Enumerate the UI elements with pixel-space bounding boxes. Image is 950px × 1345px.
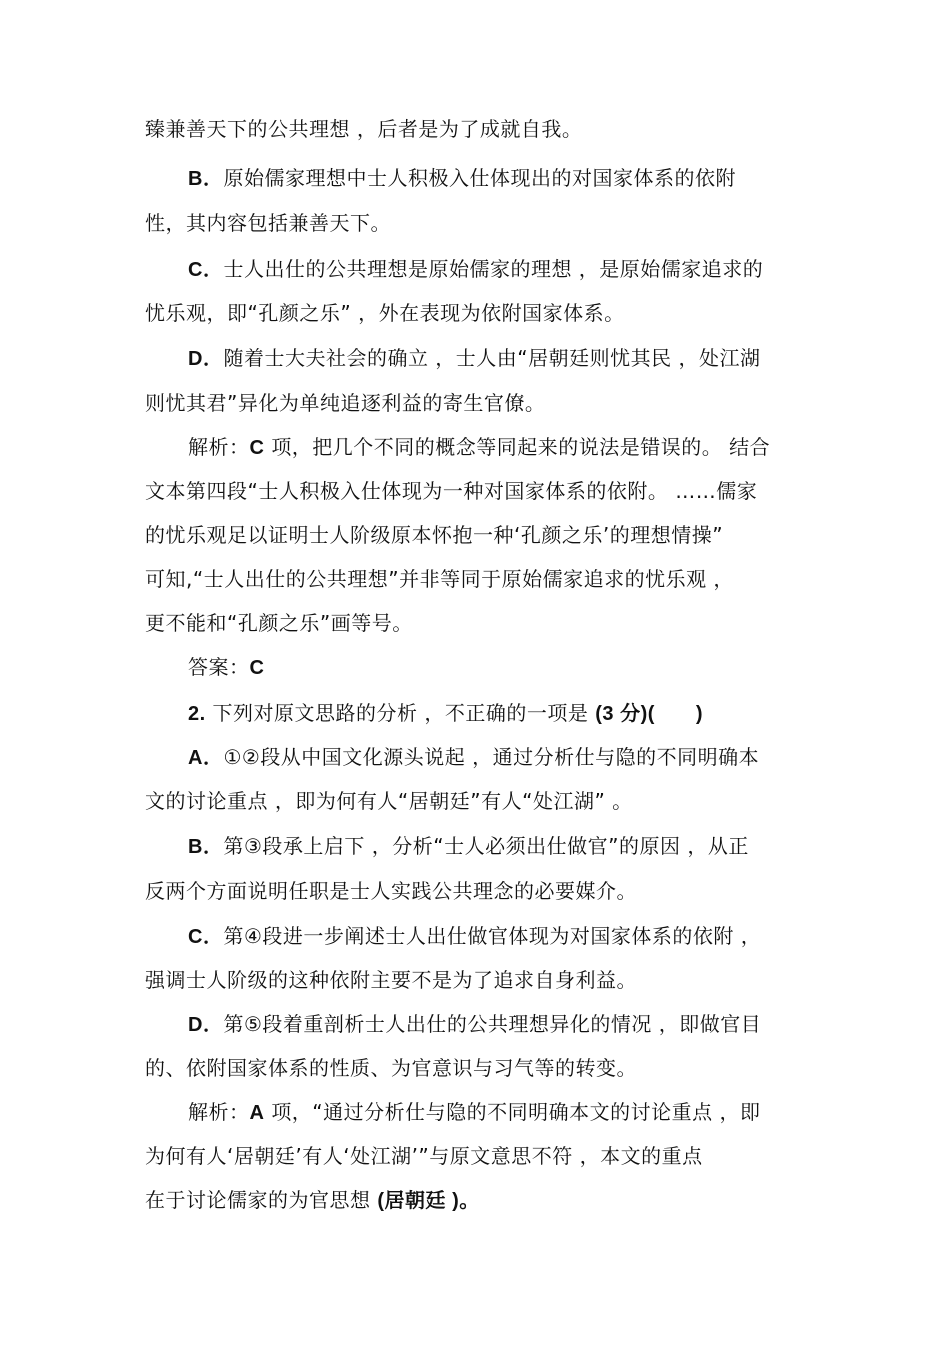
option-c-2: C．第④段进一步阐述士人出仕做官体现为对国家体系的依附 ， — [188, 924, 762, 948]
text-line: 更不能和“孔颜之乐”画等号。 — [145, 611, 413, 635]
text-line: 则忧其君”异化为单纯追逐利益的寄生官僚。 — [145, 391, 546, 415]
answer-1: 答案：C — [188, 655, 265, 679]
text-line: 忧乐观，即“孔颜之乐” ，外在表现为依附国家体系。 — [145, 301, 625, 325]
option-b: B．原始儒家理想中士人积极入仕体现出的对国家体系的依附 — [188, 166, 736, 190]
text-line: 臻兼善天下的公共理想 ，后者是为了成就自我。 — [145, 117, 583, 141]
text-line: 强调士人阶级的这种依附主要不是为了追求自身利益。 — [145, 968, 637, 992]
option-d: D．随着士大夫社会的确立 ，士人由“居朝廷则忧其民 ，处江湖 — [188, 346, 761, 370]
text-line: 在于讨论儒家的为官思想 (居朝廷 )。 — [145, 1188, 480, 1212]
text-line: 文的讨论重点 ，即为何有人“居朝廷”有人“处江湖” 。 — [145, 789, 633, 813]
text-line: 为何有人‘居朝廷’有人‘处江湖’”与原文意思不符 ，本文的重点 — [145, 1144, 703, 1168]
text-line: 反两个方面说明任职是士人实践公共理念的必要媒介。 — [145, 879, 637, 903]
analysis-1: 解析：C 项，把几个不同的概念等同起来的说法是错误的。 结合 — [188, 435, 771, 459]
option-a: A．①②段从中国文化源头说起 ，通过分析仕与隐的不同明确本 — [188, 745, 760, 769]
text-line: 性，其内容包括兼善天下。 — [145, 211, 391, 235]
text-line: 的、依附国家体系的性质、为官意识与习气等的转变。 — [145, 1056, 637, 1080]
text-line: 的忧乐观足以证明士人阶级原本怀抱一种‘孔颜之乐’的理想情操” — [145, 523, 724, 547]
option-d-2: D．第⑤段着重剖析士人出仕的公共理想异化的情况 ，即做官目 — [188, 1012, 762, 1036]
analysis-2: 解析：A 项，“通过分析仕与隐的不同明确本文的讨论重点 ，即 — [188, 1100, 761, 1124]
text-line: 可知,“士人出仕的公共理想”并非等同于原始儒家追求的忧乐观 ， — [145, 567, 734, 591]
option-c: C．士人出仕的公共理想是原始儒家的理想 ，是原始儒家追求的 — [188, 257, 764, 281]
text-line: 文本第四段“士人积极入仕体现为一种对国家体系的依附。 ……儒家 — [145, 479, 758, 503]
option-b-2: B．第③段承上启下 ，分析“士人必须出仕做官”的原因 ，从正 — [188, 834, 749, 858]
question-2: 2. 下列对原文思路的分析 ，不正确的一项是 (3 分)( ) — [188, 701, 704, 725]
